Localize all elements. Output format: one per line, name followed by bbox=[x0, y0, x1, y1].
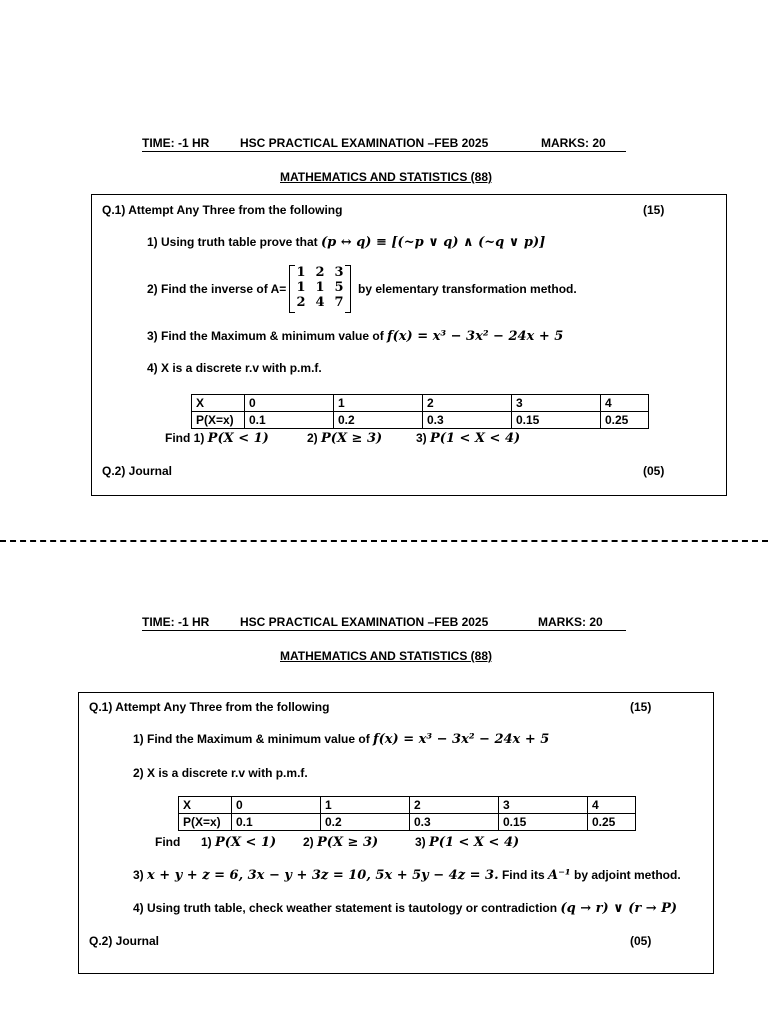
matrix-cell: 4 bbox=[315, 295, 325, 310]
paper2-item-4 bbox=[133, 900, 677, 917]
table-cell: 0.1 bbox=[232, 814, 321, 831]
paper1-item-1-text: 1) Using truth table prove that bbox=[147, 235, 318, 249]
paper1-item-3 bbox=[147, 328, 563, 345]
matrix-cell: 1 bbox=[296, 280, 306, 295]
table-cell: 1 bbox=[334, 395, 423, 412]
paper2-item-3 bbox=[133, 867, 681, 884]
paper2-find-p2: P(X ≥ 3) bbox=[317, 835, 379, 850]
table-row bbox=[192, 412, 649, 429]
paper1-find-l2: 2) bbox=[307, 431, 318, 445]
paper2-find-p1: P(X < 1) bbox=[215, 835, 277, 850]
paper1-time: TIME: -1 HR bbox=[142, 136, 210, 150]
paper2-item-3-method: by adjoint method. bbox=[573, 868, 681, 882]
paper2-item-3-find: Find its bbox=[501, 868, 545, 882]
paper2-find-2 bbox=[303, 834, 378, 851]
table-cell: 0.1 bbox=[245, 412, 334, 429]
paper2-q1-marks: (15) bbox=[630, 700, 652, 714]
table-cell: 4 bbox=[588, 797, 636, 814]
paper1-find-2 bbox=[307, 430, 382, 447]
table-cell: 0.3 bbox=[410, 814, 499, 831]
paper1-item-2-prefix: 2) Find the inverse of A= bbox=[147, 282, 287, 296]
paper1-pmf-table bbox=[191, 394, 649, 429]
matrix-cell: 3 bbox=[334, 265, 344, 280]
paper2-q2-title: Q.2) Journal bbox=[89, 934, 160, 948]
paper2-header bbox=[142, 615, 626, 631]
table-cell: 2 bbox=[410, 797, 499, 814]
matrix-cell: 5 bbox=[334, 280, 344, 295]
paper1-find-label: Find 1) bbox=[165, 431, 205, 445]
paper1-header bbox=[142, 136, 626, 152]
table-cell: 0.3 bbox=[423, 412, 512, 429]
paper2-exam-title: HSC PRACTICAL EXAMINATION –FEB 2025 bbox=[240, 615, 489, 629]
paper2-subject: MATHEMATICS AND STATISTICS (88) bbox=[280, 649, 492, 663]
paper1-item-3-text: 3) Find the Maximum & minimum value of bbox=[147, 329, 384, 343]
paper1-find-3 bbox=[416, 430, 520, 447]
paper2-q2-marks: (05) bbox=[630, 934, 652, 948]
paper2-item-4-text: 4) Using truth table, check weather statement is tautology or contradiction bbox=[133, 901, 558, 915]
paper1-q2-marks: (05) bbox=[643, 464, 665, 478]
paper1-item-3-formula: f(x) = x³ − 3x² − 24x + 5 bbox=[387, 329, 564, 344]
paper2-item-4-formula: (q → r) ∨ (r → P) bbox=[560, 901, 678, 916]
table-row bbox=[179, 814, 636, 831]
paper1-find-p2: P(X ≥ 3) bbox=[321, 431, 383, 446]
table-cell: X bbox=[179, 797, 232, 814]
table-cell: 0.25 bbox=[601, 412, 649, 429]
paper2-find-l1: 1) bbox=[201, 835, 212, 849]
cut-line-divider bbox=[0, 540, 768, 542]
paper1-q1-title: Q.1) Attempt Any Three from the following bbox=[102, 203, 343, 217]
table-cell: 0 bbox=[245, 395, 334, 412]
paper2-find-1 bbox=[201, 834, 276, 851]
table-row bbox=[192, 395, 649, 412]
paper2-item-1-text: 1) Find the Maximum & minimum value of bbox=[133, 732, 370, 746]
table-cell: 4 bbox=[601, 395, 649, 412]
matrix-cell: 2 bbox=[296, 295, 306, 310]
paper1-q2-title: Q.2) Journal bbox=[102, 464, 173, 478]
paper1-item-1-formula: (p ↔ q) ≡ [(~p ∨ q) ∧ (~q ∨ p)] bbox=[321, 235, 546, 250]
paper1-find-l3: 3) bbox=[416, 431, 427, 445]
table-cell: 0.2 bbox=[321, 814, 410, 831]
paper1-subject: MATHEMATICS AND STATISTICS (88) bbox=[280, 170, 492, 184]
table-cell: 0.15 bbox=[512, 412, 601, 429]
paper1-find-p3: P(1 < X < 4) bbox=[430, 431, 521, 446]
paper2-find-p3: P(1 < X < 4) bbox=[429, 835, 520, 850]
paper1-find-p1: P(X < 1) bbox=[207, 431, 269, 446]
paper2-find-l3: 3) bbox=[415, 835, 426, 849]
table-cell: 0 bbox=[232, 797, 321, 814]
paper2-item-3-num: 3) bbox=[133, 868, 144, 882]
paper2-item-1 bbox=[133, 731, 549, 748]
table-cell: 0.2 bbox=[334, 412, 423, 429]
paper2-find-3 bbox=[415, 834, 519, 851]
table-row bbox=[179, 797, 636, 814]
matrix-cell: 2 bbox=[315, 265, 325, 280]
paper1-matrix-a bbox=[289, 265, 351, 311]
paper2-marks: MARKS: 20 bbox=[538, 615, 603, 629]
matrix-cell: 1 bbox=[315, 280, 325, 295]
paper1-item-2-suffix: by elementary transformation method. bbox=[358, 282, 577, 296]
table-cell: 3 bbox=[512, 395, 601, 412]
paper1-marks: MARKS: 20 bbox=[541, 136, 606, 150]
paper1-find-1 bbox=[165, 430, 269, 447]
paper1-q1-marks: (15) bbox=[643, 203, 665, 217]
paper2-item-1-formula: f(x) = x³ − 3x² − 24x + 5 bbox=[373, 732, 550, 747]
table-cell: 1 bbox=[321, 797, 410, 814]
paper1-item-1 bbox=[147, 234, 545, 251]
paper2-item-2: 2) X is a discrete r.v with p.m.f. bbox=[133, 766, 308, 780]
paper2-find-l2: 2) bbox=[303, 835, 314, 849]
paper1-question-box bbox=[91, 194, 727, 496]
table-cell: X bbox=[192, 395, 245, 412]
matrix-cell: 7 bbox=[334, 295, 344, 310]
table-cell: 0.15 bbox=[499, 814, 588, 831]
table-cell: P(X=x) bbox=[192, 412, 245, 429]
paper2-item-3-inverse: A⁻¹ bbox=[547, 868, 571, 883]
paper2-time: TIME: -1 HR bbox=[142, 615, 210, 629]
paper2-q1-title: Q.1) Attempt Any Three from the following bbox=[89, 700, 330, 714]
paper2-pmf-table bbox=[178, 796, 636, 831]
paper2-find-label: Find bbox=[155, 835, 181, 849]
paper1-exam-title: HSC PRACTICAL EXAMINATION –FEB 2025 bbox=[240, 136, 489, 150]
table-cell: 0.25 bbox=[588, 814, 636, 831]
matrix-cell: 1 bbox=[296, 265, 306, 280]
table-cell: 3 bbox=[499, 797, 588, 814]
paper2-question-box bbox=[78, 692, 714, 974]
table-cell: 2 bbox=[423, 395, 512, 412]
paper1-item-4: 4) X is a discrete r.v with p.m.f. bbox=[147, 361, 322, 375]
table-cell: P(X=x) bbox=[179, 814, 232, 831]
paper2-item-3-equations: x + y + z = 6, 3x − y + 3z = 10, 5x + 5y − 4z = 3. bbox=[147, 868, 499, 883]
